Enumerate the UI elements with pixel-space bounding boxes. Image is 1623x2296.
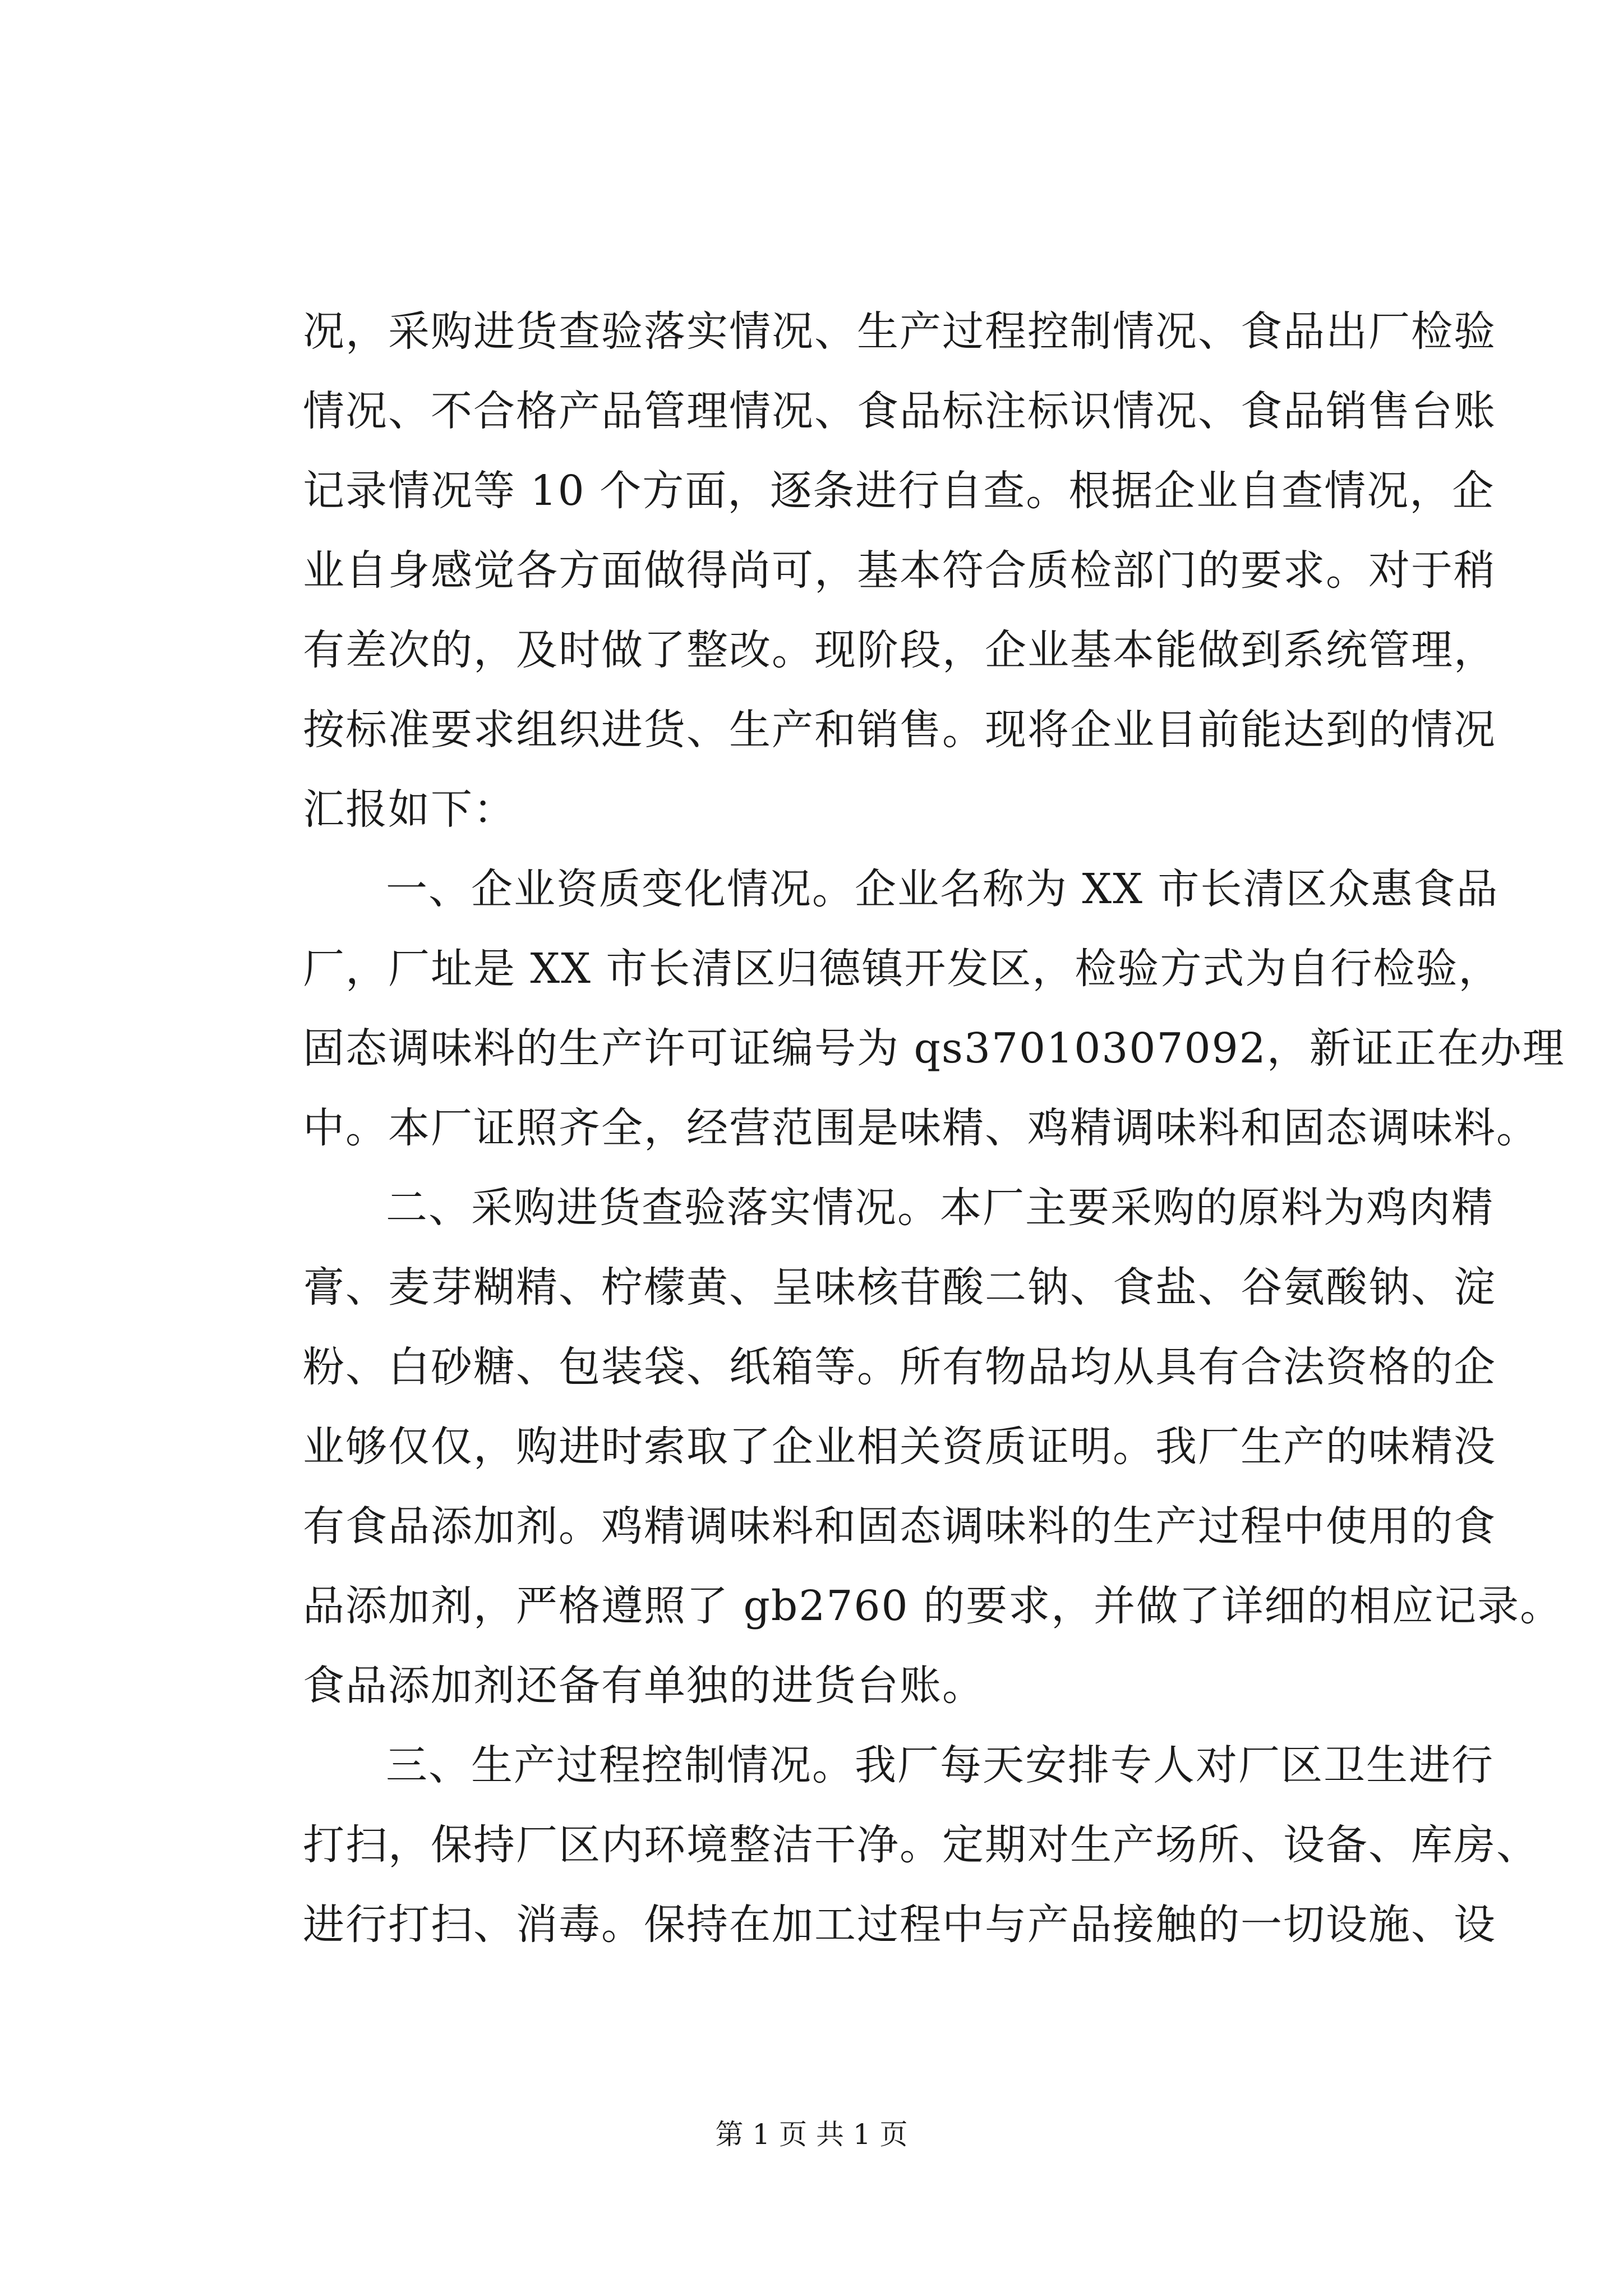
paragraph — [303, 849, 1565, 1168]
text-line: 业自身感觉各方面做得尚可，基本符合质检部门的要求。对于稍 — [303, 546, 1496, 595]
paragraph — [303, 292, 1496, 849]
page-number-label: 第 1 页 共 1 页 — [715, 2118, 908, 2151]
document-body — [303, 292, 1565, 1964]
text-line: 一、企业资质变化情况。企业名称为 XX 市长清区众惠食品 — [386, 865, 1499, 913]
text-line: 食品添加剂还备有单独的进货台账。 — [303, 1662, 985, 1710]
text-line: 二、采购进货查验落实情况。本厂主要采购的原料为鸡肉精 — [386, 1184, 1494, 1232]
text-line: 进行打扫、消毒。保持在加工过程中与产品接触的一切设施、设 — [303, 1901, 1496, 1949]
text-line: 固态调味料的生产许可证编号为 qs37010307092，新证正在办理 — [303, 1024, 1565, 1073]
text-line: 有食品添加剂。鸡精调味料和固态调味料的生产过程中使用的食 — [303, 1502, 1496, 1550]
paragraph — [303, 1726, 1539, 1964]
text-line: 汇报如下： — [303, 785, 516, 834]
text-line: 有差次的，及时做了整改。现阶段，企业基本能做到系统管理， — [303, 626, 1496, 674]
text-line: 粉、白砂糖、包装袋、纸箱等。所有物品均从具有合法资格的企 — [303, 1343, 1496, 1391]
text-line: 三、生产过程控制情况。我厂每天安排专人对厂区卫生进行 — [386, 1741, 1494, 1789]
paragraph — [303, 1168, 1563, 1726]
text-line: 膏、麦芽糊精、柠檬黄、呈味核苷酸二钠、食盐、谷氨酸钠、淀 — [303, 1263, 1496, 1312]
text-line: 品添加剂，严格遵照了 gb2760 的要求，并做了详细的相应记录。 — [303, 1582, 1563, 1630]
page-footer — [0, 2118, 1623, 2151]
text-line: 情况、不合格产品管理情况、食品标注标识情况、食品销售台账 — [303, 387, 1496, 435]
text-line: 记录情况等 10 个方面，逐条进行自查。根据企业自查情况，企 — [303, 467, 1495, 515]
text-line: 中。本厂证照齐全，经营范围是味精、鸡精调味料和固态调味料。 — [303, 1104, 1539, 1152]
text-line: 按标准要求组织进货、生产和销售。现将企业目前能达到的情况 — [303, 706, 1496, 754]
text-line: 况，采购进货查验落实情况、生产过程控制情况、食品出厂检验 — [303, 307, 1496, 356]
text-line: 业够仅仅，购进时索取了企业相关资质证明。我厂生产的味精没 — [303, 1423, 1496, 1471]
text-line: 打扫，保持厂区内环境整洁干净。定期对生产场所、设备、库房、 — [303, 1821, 1539, 1869]
text-line: 厂，厂址是 XX 市长清区归德镇开发区，检验方式为自行检验， — [303, 945, 1501, 993]
